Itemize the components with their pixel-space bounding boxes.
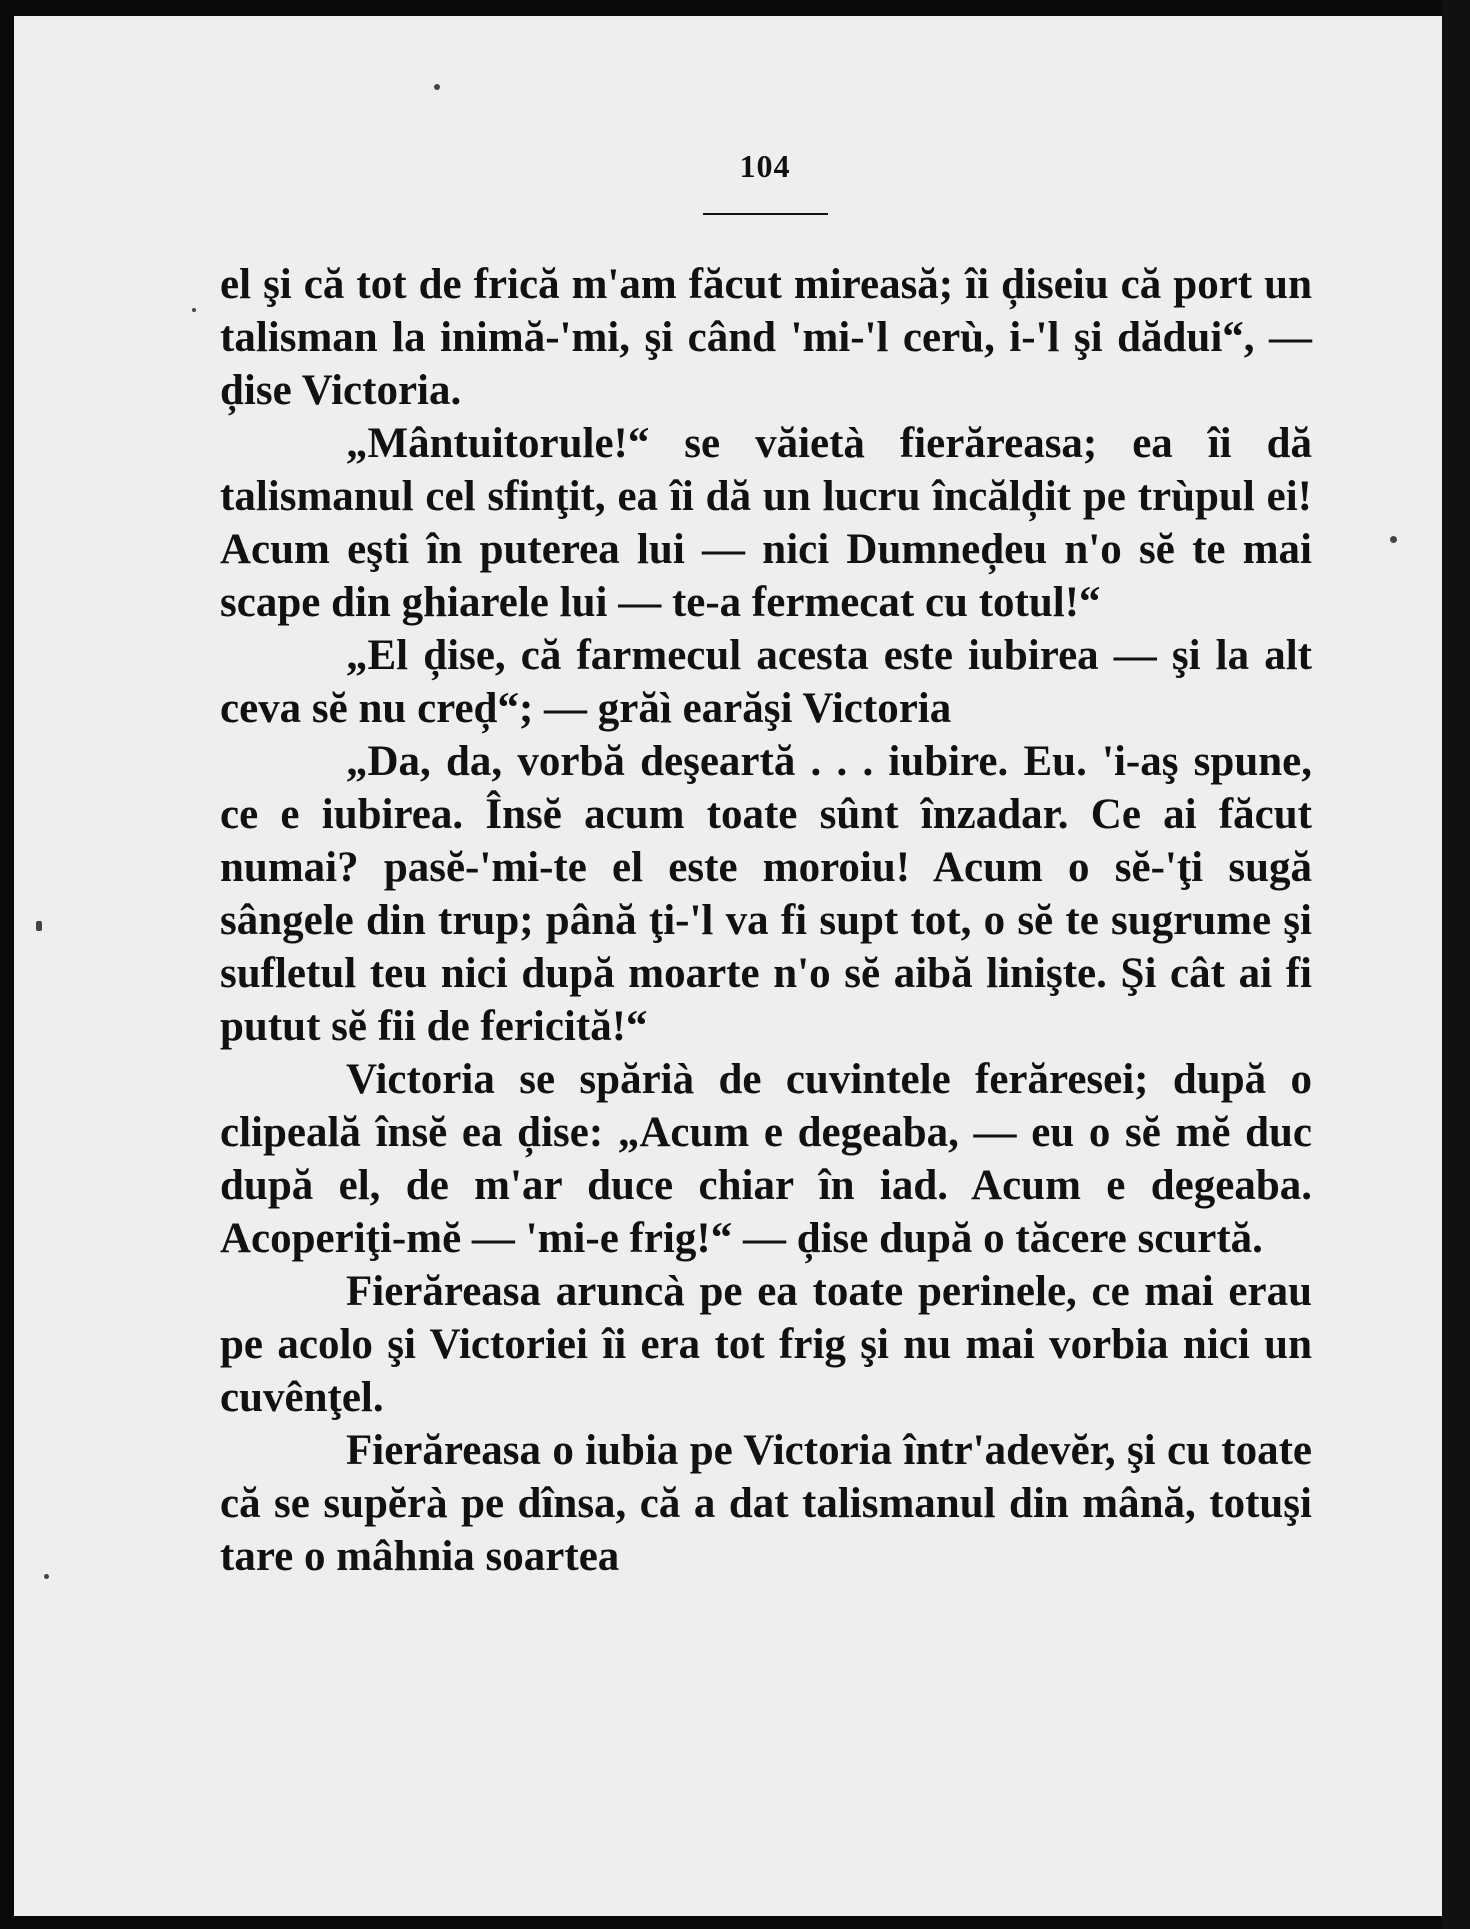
paragraph: „El ḑise, că farmecul acesta este iubirea — şi la alt ceva sĕ nu creḑ“; — grăì earăşi Victoria xyxy=(220,632,1312,732)
scan-speck xyxy=(44,1574,49,1579)
paragraph: Fierăreasa o iubia pe Victoria într'adevĕr, şi cu toate că se supĕrà pe dînsa, că a dat talismanul din mână, totuşi tare o mâhnia soartea xyxy=(220,1427,1312,1580)
scan-speck xyxy=(434,84,440,90)
page-number: 104 xyxy=(739,148,791,184)
body-text xyxy=(220,258,1312,1583)
paragraph: el şi că tot de frică m'am făcut mireasă; îi ḑiseiu că port un talisman la inimă-'mi, şi când 'mi-'l cerù, i-'l şi dădui“, — ḑise Victoria. xyxy=(220,261,1312,414)
scan-speck xyxy=(36,921,42,931)
paragraph: Victoria se spărià de cuvintele ferăresei; după o clipeală însĕ ea ḑise: „Acum e degeaba, — eu o sĕ mĕ duc după el, de m'ar duce chiar în iad. Acum e degeaba. Acoperiţi-mĕ — 'mi-e frig!“ — ḑise după o tăcere scurtă. xyxy=(220,1056,1312,1262)
paragraph: „Mântuitorule!“ se văietà fierăreasa; ea îi dă talismanul cel sfinţit, ea îi dă un lucru încălḑit pe trùpul ei! Acum eşti în puterea lui — nici Dumneḑeu n'o sĕ te mai scape din ghiarele lui — te-a fermecat cu totul!“ xyxy=(220,420,1312,626)
scan-speck xyxy=(192,308,196,312)
scan-speck xyxy=(1390,536,1397,543)
page-number-rule xyxy=(703,213,828,215)
paragraph: Fierăreasa aruncà pe ea toate perinele, ce mai erau pe acolo şi Victoriei îi era tot frig şi nu mai vorbia nici un cuvênţel. xyxy=(220,1268,1312,1421)
paragraph: „Da, da, vorbă deşeartă . . . iubire. Eu. 'i-aş spune, ce e iubirea. Însĕ acum toate sûnt înzadar. Ce ai făcut numai? pasĕ-'mi-te el este moroiu! Acum o sĕ-'ţi sugă sângele din trup; până ţi-'l va fi supt tot, o sĕ te sugrume şi sufletul teu nici după moarte n'o sĕ aibă linişte. Şi cât ai fi putut sĕ fii de fericită!“ xyxy=(220,738,1312,1050)
scan-edge-shadow xyxy=(1442,0,1470,1929)
